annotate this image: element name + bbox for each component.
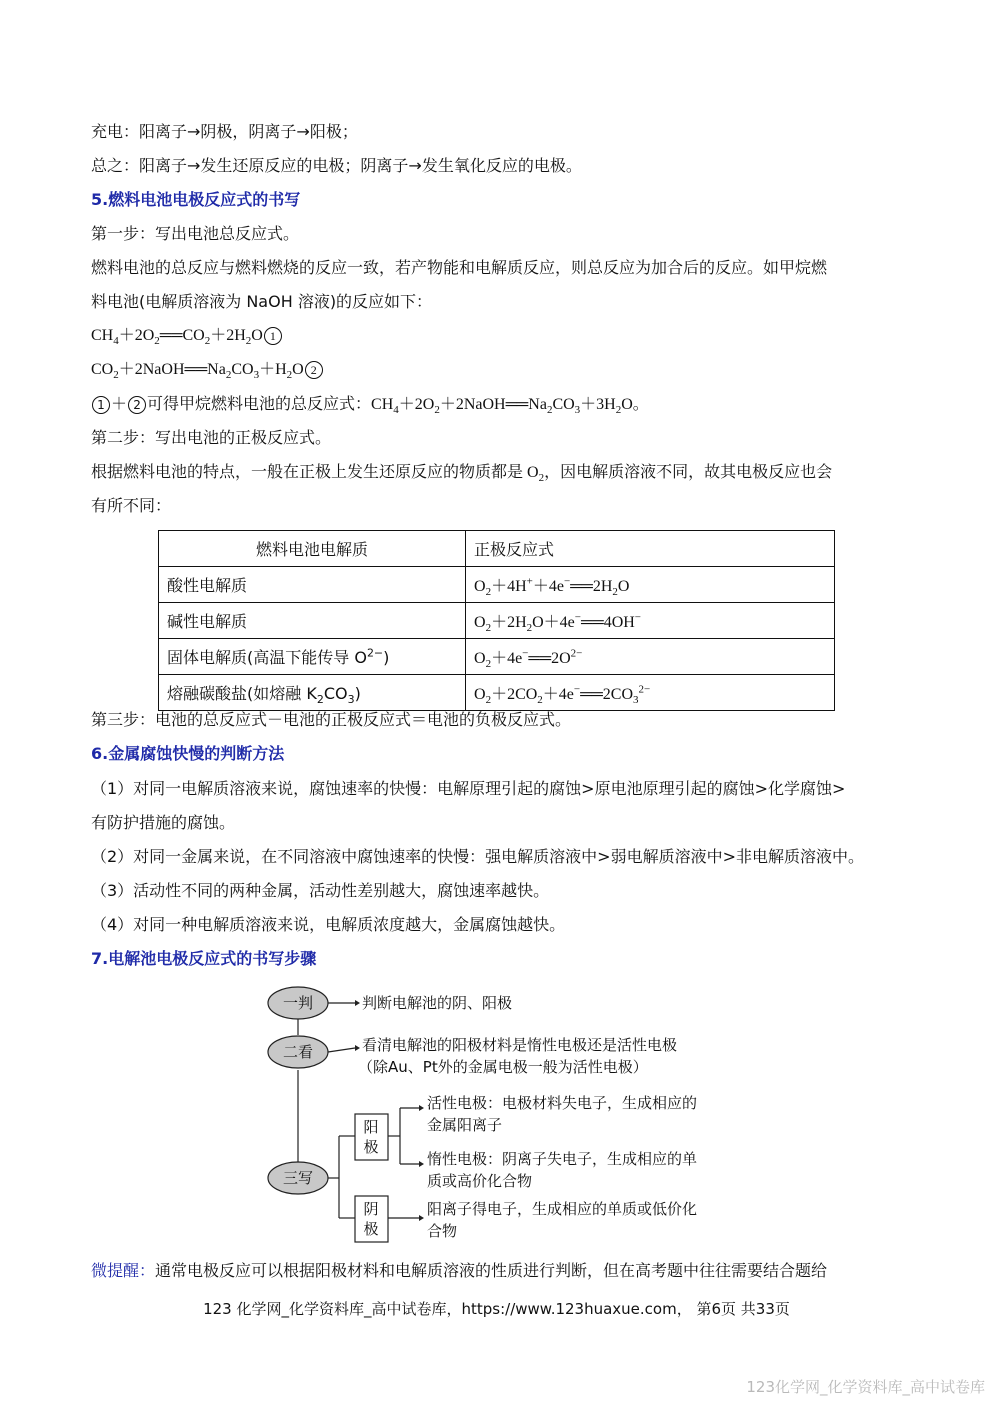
- equation-1: $CH_4+2O_2══CO_2+2H_2O$ 1: [91, 325, 283, 347]
- table-header: 燃料电池电解质: [159, 531, 466, 567]
- watermark: 123化学网_化学资料库_高中试卷库: [746, 1378, 985, 1396]
- step2-label: 二看: [282, 1043, 314, 1061]
- text-line: 料电池(电解质溶液为 NaOH 溶液)的反应如下：: [91, 292, 433, 311]
- active-electrode-text-2: 金属阳离子: [427, 1116, 503, 1134]
- section-heading: 7.电解池电极反应式的书写步骤: [91, 949, 317, 968]
- text-line: 有防护措施的腐蚀。: [91, 813, 236, 832]
- cathode-label-2: 极: [363, 1220, 379, 1238]
- equation-2: $CO_2+2NaOH══Na_2CO_3+H_2O$ 2: [91, 359, 324, 381]
- cathode-text-2: 合物: [427, 1222, 458, 1240]
- section-heading: 6.金属腐蚀快慢的判断方法: [91, 744, 285, 763]
- text-line: 第二步：写出电池的正极反应式。: [91, 428, 332, 447]
- section-heading: 5.燃料电池电极反应式的书写: [91, 190, 301, 209]
- table-row: 固体电解质(高温下能传导 $O^{2-}$) $O_2+4e^-══2O^{2-}$: [159, 639, 835, 675]
- tip-line: 微提醒：通常电极反应可以根据阳极材料和电解质溶液的性质进行判断，但在高考题中往往需要结合题给: [91, 1261, 828, 1280]
- text-line: （2）对同一金属来说，在不同溶液中腐蚀速率的快慢：强电解质溶液中>弱电解质溶液中>非电解质溶液中。: [91, 847, 864, 866]
- text-line: （1）对同一电解质溶液来说，腐蚀速率的快慢：电解原理引起的腐蚀>原电池原理引起的腐蚀>化学腐蚀>: [91, 779, 846, 798]
- electrolyte-table: [158, 530, 835, 711]
- step3-label: 三写: [282, 1169, 314, 1187]
- text-line: 第三步：电池的总反应式－电池的正极反应式＝电池的负极反应式。: [91, 710, 572, 729]
- cathode-label-1: 阴: [363, 1200, 379, 1218]
- inert-electrode-text: 惰性电极：阴离子失电子，生成相应的单: [427, 1150, 698, 1168]
- text-line: （4）对同一种电解质溶液来说，电解质浓度越大，金属腐蚀越快。: [91, 915, 566, 934]
- anode-label-1: 阳: [363, 1118, 379, 1136]
- step2-note: （除Au、Pt外的金属电极一般为活性电极）: [358, 1058, 648, 1076]
- table-header: 正极反应式: [466, 531, 835, 567]
- page-footer: 123 化学网_化学资料库_高中试卷库，https://www.123huaxue.com， 第6页 共33页: [203, 1300, 790, 1318]
- text-line: 第一步：写出电池总反应式。: [91, 224, 300, 243]
- step1-text: 判断电解池的阴、阳极: [362, 994, 513, 1012]
- table-row: 酸性电解质 $O_2+4H^++4e^-══2H_2O$: [159, 567, 835, 603]
- text-line: 燃料电池的总反应与燃料燃烧的反应一致，若产物能和电解质反应，则总反应为加合后的反应。如甲烷燃: [91, 258, 828, 277]
- inert-electrode-text-2: 质或高价化合物: [427, 1172, 533, 1190]
- active-electrode-text: 活性电极：电极材料失电子，生成相应的: [427, 1094, 698, 1112]
- step2-text: 看清电解池的阳极材料是惰性电极还是活性电极: [362, 1036, 678, 1054]
- text-line: 有所不同：: [91, 496, 172, 515]
- text-line: （3）活动性不同的两种金属，活动性差别越大，腐蚀速率越快。: [91, 881, 550, 900]
- electrolysis-steps-diagram: [262, 982, 752, 1244]
- table-row: 碱性电解质 $O_2+2H_2O+4e^-══4OH^-$: [159, 603, 835, 639]
- cathode-text: 阳离子得电子，生成相应的单质或低价化: [427, 1200, 698, 1218]
- text-line: 总之：阳离子→发生还原反应的电极；阴离子→发生氧化反应的电极。: [91, 156, 582, 175]
- step1-label: 一判: [282, 994, 314, 1012]
- text-line: 充电：阳离子→阴极，阴离子→阳极；: [91, 122, 358, 141]
- equation-sum: 1 ＋ 2 可得甲烷燃料电池的总反应式：$CH_4+2O_2+2NaOH══Na_2CO_3+3H_2O$。: [91, 393, 649, 416]
- table-row: 熔融碳酸盐(如熔融 $K_2CO_3$) $O_2+2CO_2+4e^-══2CO_3^{2-}$: [159, 675, 835, 711]
- text-line: 根据燃料电池的特点，一般在正极上发生还原反应的物质都是 $O_2$，因电解质溶液不同，故其电极反应也会: [91, 462, 833, 485]
- anode-label-2: 极: [363, 1138, 379, 1156]
